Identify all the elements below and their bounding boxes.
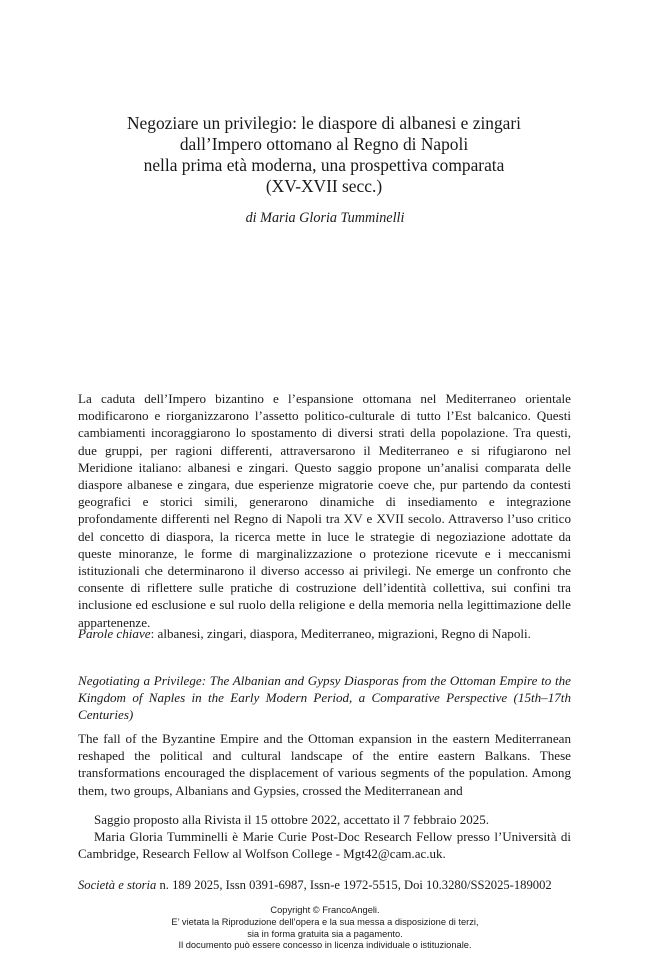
author-name: Maria Gloria Tumminelli <box>260 210 405 226</box>
keywords-text: : albanesi, zingari, diaspora, Mediterraneo, migrazioni, Regno di Napoli. <box>150 626 531 641</box>
author-byline <box>0 210 650 227</box>
affiliation-note: Maria Gloria Tumminelli è Marie Curie Post-Doc Research Fellow presso l’Università di Cambridge, Research Fellow al Wolfson College - Mgt42@cam.ac.uk. <box>78 829 571 862</box>
article-title <box>78 113 570 197</box>
submission-note: Saggio proposto alla Rivista il 15 ottobre 2022, accettato il 7 febbraio 2025. <box>94 812 489 827</box>
copyright-line: Copyright © FrancoAngeli. <box>270 905 380 915</box>
title-line: dall’Impero ottomano al Regno di Napoli <box>179 134 469 154</box>
copyright-line: sia in forma gratuita sia a pagamento. <box>247 928 403 939</box>
copyright-line: Il documento può essere concesso in licenza individuale o istituzionale. <box>178 940 472 951</box>
copyright-notice <box>0 905 650 952</box>
copyright-line: E’ vietata la Riproduzione dell’opera e la sua messa a disposizione di terzi, <box>171 916 479 927</box>
abstract-english: The fall of the Byzantine Empire and the Ottoman expansion in the eastern Mediterranean reshaped the political and cultural landscape of the entire eastern Balkans. These transformations encouraged the displacement of various segments of the population. Among them, two groups, Albanians and Gypsies, crossed the Mediterranean and <box>78 731 571 798</box>
journal-citation <box>78 877 571 893</box>
author-prefix: di <box>245 210 257 226</box>
keywords <box>78 625 571 642</box>
footnotes <box>78 811 571 863</box>
journal-details: n. 189 2025, Issn 0391-6987, Issn-e 1972-5515, Doi 10.3280/SS2025-189002 <box>156 878 552 892</box>
abstract-italian: La caduta dell’Impero bizantino e l’espansione ottomana nel Mediterraneo orientale modificarono e riorganizzarono l’assetto politico-culturale di tutto l’Est balcanico. Questi cambiamenti incoraggiarono lo spostamento di diversi strati della popolazione. Tra questi, due gruppi, per ragioni differenti, attraversarono il Mediterraneo e si rifugiarono nel Meridione italiano: albanesi e zingari. Questo saggio propone un’analisi comparata delle diaspore albanese e zingara, due esperienze migratorie coeve che, pur partendo da contesti geografici e storici simili, generarono dinamiche di insediamento e integrazione profondamente differenti nel Regno di Napoli tra XV e XVII secolo. Attraverso l’uso critico del concetto di diaspora, la ricerca mette in luce le strategie di negoziazione adottate da queste minoranze, le forme di marginalizzazione o protezione ricevute e i meccanismi istituzionali che determinarono il diverso accesso ai privilegi. Ne emerge un confronto che consente di riflettere sulle pratiche di costruzione dell’identità collettiva, sui confini tra inclusione ed esclusione e sul ruolo della religione e della memoria nella legittimazione delle appartenenze. <box>78 391 571 630</box>
title-line: nella prima età moderna, una prospettiva comparata <box>143 155 505 175</box>
english-title: Negotiating a Privilege: The Albanian and Gypsy Diasporas from the Ottoman Empire to the Kingdom of Naples in the Early Modern Period, a Comparative Perspective (15th–17th Centuries) <box>78 673 571 723</box>
keywords-label: Parole chiave <box>78 626 151 641</box>
journal-name: Società e storia <box>78 878 157 892</box>
title-line: (XV-XVII secc.) <box>265 176 383 196</box>
title-line: Negoziare un privilegio: le diaspore di albanesi e zingari <box>126 113 522 133</box>
